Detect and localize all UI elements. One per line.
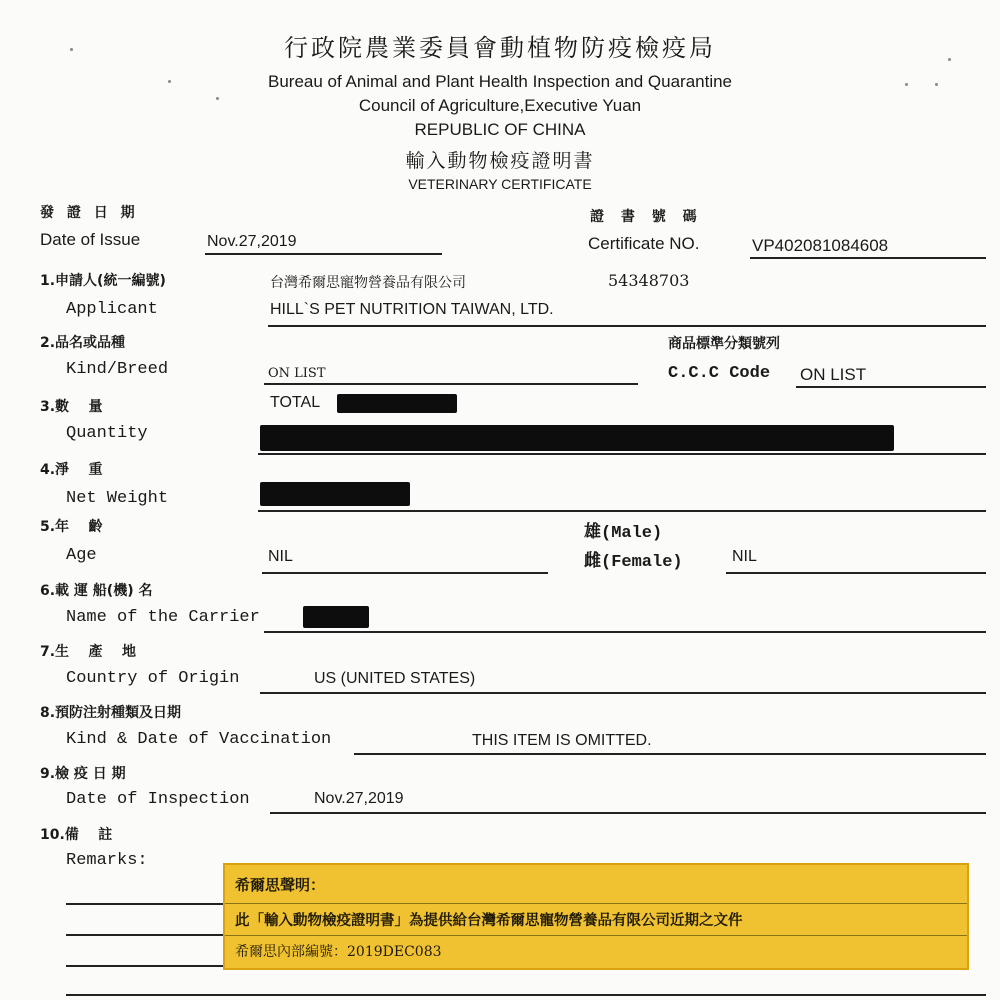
sex-underline (726, 572, 986, 574)
age-value: NIL (268, 548, 293, 565)
issue-date-value: Nov.27,2019 (207, 233, 297, 250)
kind-label-cn: 2.品名或品種 (40, 335, 126, 351)
age-underline (262, 572, 548, 574)
quantity-label-en: Quantity (66, 424, 148, 443)
remarks-label-en: Remarks: (66, 851, 148, 870)
ccc-code-underline (796, 386, 986, 388)
issue-date-label-cn: 發 證 日 期 (40, 205, 139, 221)
quantity-underline (258, 453, 986, 455)
vaccination-label-cn: 8.預防注射種類及日期 (40, 705, 182, 721)
net-weight-label-cn: 4.淨 重 (40, 462, 103, 478)
applicant-label-en: Applicant (66, 300, 158, 319)
remarks-line (66, 934, 226, 936)
notice-title: 希爾思聲明： (235, 876, 326, 894)
issue-date-underline (205, 253, 442, 255)
ccc-code-label-cn: 商品標準分類號列 (668, 336, 780, 352)
origin-underline (260, 692, 986, 694)
remarks-line (66, 965, 226, 967)
country-title: REPUBLIC OF CHINA (414, 120, 586, 139)
carrier-redaction (303, 606, 369, 628)
remarks-line (66, 903, 226, 905)
applicant-label-cn: 1.申請人(統一編號) (40, 273, 166, 289)
age-label-en: Age (66, 546, 97, 565)
agency-title-cn: 行政院農業委員會動植物防疫檢疫局 (284, 34, 716, 62)
certificate-number-label-en: Certificate NO. (588, 234, 700, 253)
applicant-tax-id: 54348703 (608, 271, 690, 290)
certificate-number-underline (750, 257, 986, 259)
certificate-number-label-cn: 證 書 號 碼 (590, 209, 703, 225)
origin-value: US (UNITED STATES) (314, 670, 476, 687)
certificate-title-en: VETERINARY CERTIFICATE (408, 176, 592, 192)
net-weight-underline (258, 510, 986, 512)
agency-title-en: Bureau of Animal and Plant Health Inspection and Quarantine (267, 72, 733, 91)
ccc-code-value: ON LIST (800, 365, 867, 384)
carrier-underline (264, 631, 986, 633)
age-label-cn: 5.年 齡 (40, 519, 103, 535)
certificate-title-cn: 輸入動物檢疫證明書 (405, 150, 595, 172)
inspection-underline (270, 812, 986, 814)
quantity-redaction (337, 394, 457, 413)
inspection-value: Nov.27,2019 (314, 790, 404, 807)
kind-label-en: Kind/Breed (66, 360, 169, 379)
applicant-underline (268, 325, 986, 327)
carrier-label-cn: 6.載 運 船(機) 名 (40, 583, 153, 599)
kind-underline (264, 383, 638, 385)
hills-notice-box (223, 863, 969, 970)
quantity-detail-redaction (260, 425, 894, 451)
applicant-name-en: HILL`S PET NUTRITION TAIWAN, LTD. (270, 301, 554, 318)
notice-rule (225, 903, 967, 904)
notice-rule (225, 935, 967, 936)
male-label: 雄(Male) (584, 524, 663, 543)
kind-value: ON LIST (268, 366, 326, 381)
net-weight-label-en: Net Weight (66, 489, 169, 508)
female-label: 雌(Female) (584, 553, 683, 572)
origin-label-en: Country of Origin (66, 669, 240, 688)
sex-value: NIL (732, 548, 757, 565)
inspection-label-cn: 9.檢 疫 日 期 (40, 766, 126, 782)
quantity-value: TOTAL (270, 394, 321, 411)
vaccination-label-en: Kind & Date of Vaccination (66, 730, 332, 749)
origin-label-cn: 7.生 產 地 (40, 644, 137, 660)
net-weight-redaction (260, 482, 410, 506)
quantity-label-cn: 3.數 量 (40, 399, 103, 415)
vaccination-underline (354, 753, 986, 755)
remarks-line (66, 994, 986, 996)
notice-reference: 希爾思內部編號：2019DEC083 (235, 944, 442, 960)
carrier-label-en: Name of the Carrier (66, 608, 260, 627)
vaccination-value: THIS ITEM IS OMITTED. (472, 732, 652, 749)
ccc-code-label-en: C.C.C Code (668, 364, 771, 383)
certificate-number-value: VP402081084608 (752, 236, 889, 255)
remarks-label-cn: 10.備 註 (40, 827, 113, 843)
inspection-label-en: Date of Inspection (66, 790, 250, 809)
applicant-name-cn: 台灣希爾思寵物營養品有限公司 (270, 275, 466, 291)
council-title: Council of Agriculture,Executive Yuan (358, 96, 642, 115)
notice-body: 此「輸入動物檢疫證明書」為提供給台灣希爾思寵物營養品有限公司近期之文件 (235, 912, 743, 929)
issue-date-label-en: Date of Issue (40, 230, 141, 249)
